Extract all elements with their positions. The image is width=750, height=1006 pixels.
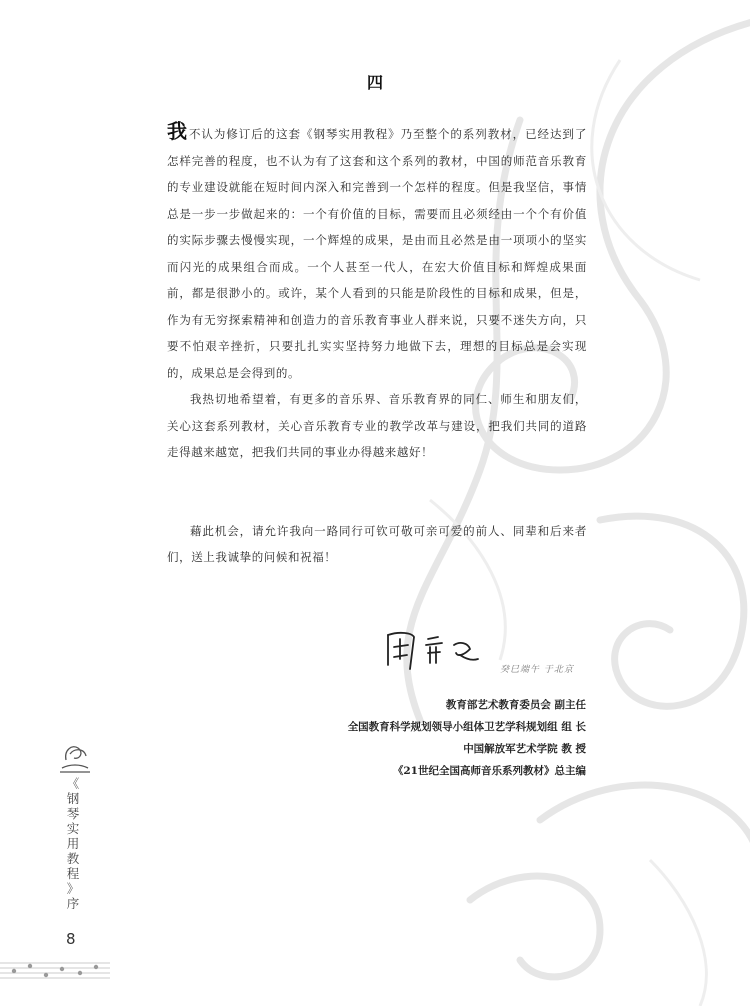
handwritten-signature: [380, 625, 500, 675]
drop-cap: 我: [167, 119, 188, 143]
paragraph-1: [167, 118, 587, 386]
book-title-char: 》: [66, 881, 80, 896]
author-title-line: 《21世纪全国高师音乐系列教材》总主编: [392, 765, 586, 777]
author-titles: [348, 694, 586, 782]
book-title-char: 序: [66, 896, 80, 911]
book-title-char: 钢: [66, 791, 80, 806]
vertical-book-title: [62, 776, 84, 911]
page-number: 8: [66, 930, 76, 948]
paragraph-3: 藉此机会，请允许我向一路同行可钦可敬可亲可爱的前人、同辈和后来者们，送上我诚挚的问候和祝福！: [167, 523, 587, 564]
music-notation-decoration: [0, 955, 110, 985]
author-title-line: 教育部艺术教育委员会 副主任: [445, 699, 586, 711]
date-note: 癸巳端午 于北京: [500, 665, 574, 675]
book-title-char: 实: [66, 821, 80, 836]
publisher-logo-icon: [58, 740, 92, 776]
book-title-char: 程: [66, 866, 80, 881]
book-title-char: 教: [66, 851, 80, 866]
author-title-line: 全国教育科学规划领导小组体卫艺学科规划组 组 长: [347, 721, 586, 733]
book-title-char: 用: [66, 836, 80, 851]
book-title-char: 琴: [66, 806, 80, 821]
paragraph-2: 我热切地希望着，有更多的音乐界、音乐教育界的同仁、师生和朋友们，关心这套系列教材，关心音乐教育专业的教学改革与建设，把我们共同的道路走得越来越宽，把我们共同的事业办得越来越好！: [167, 392, 587, 459]
author-title-line: 中国解放军艺术学院 教 授: [463, 743, 586, 755]
paragraph-1-text: 不认为修订后的这套《钢琴实用教程》乃至整个的系列教材，已经达到了怎样完善的程度，也不认为有了这套和这个系列的教材，中国的师范音乐教育的专业建设就能在短时间内深入和完善到一个怎样的程度。但是我坚信，事情总是一步一步做起来的：一个有价值的目标，需要而且必须经由一个个有价值的实际步骤去慢慢实现，一个辉煌的成果，是由而且必然是由一项项小的坚实而闪光的成果组合而成。一个人甚至一代人，在宏大价值目标和辉煌成果面前，都是很渺小的。或许，某个人看到的只能是阶段性的目标和成果，但是，作为有无穷探索精神和创造力的音乐教育事业人群来说，只要不迷失方向，只要不怕艰辛挫折，只要扎扎实实坚持努力地做下去，理想的目标总是会实现的，成果总是会得到的。: [167, 127, 587, 380]
book-title-char: 《: [66, 776, 80, 791]
preface-body: [167, 118, 587, 571]
section-heading: 四: [366, 73, 383, 92]
